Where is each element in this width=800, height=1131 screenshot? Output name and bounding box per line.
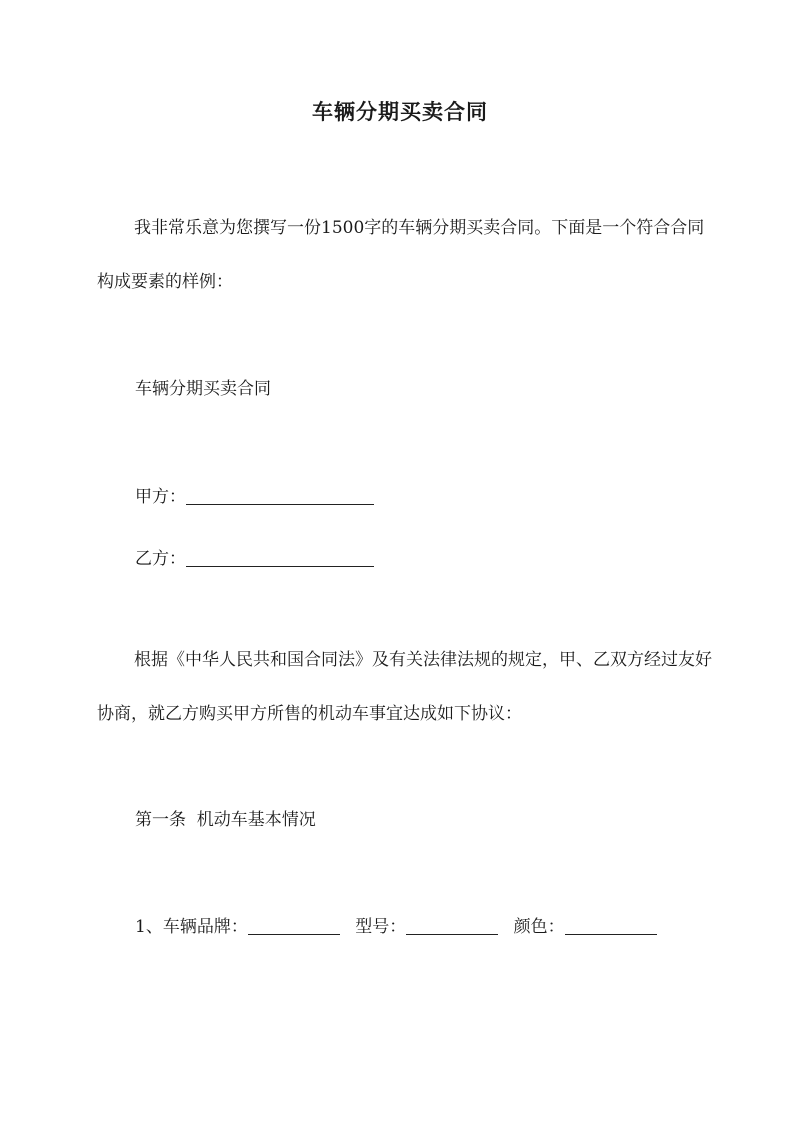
- article-1-heading: 第一条 机动车基本情况: [135, 810, 316, 830]
- preamble-paragraph: 根据《中华人民共和国合同法》及有关法律法规的规定，甲、乙双方经过友好协商，就乙方购买甲方所售的机动车事宜达成如下协议：: [97, 650, 712, 724]
- vehicle-info-line: [135, 912, 657, 937]
- model-label: 型号：: [355, 917, 407, 937]
- party-b-line: [135, 544, 374, 569]
- party-a-blank: [186, 486, 374, 505]
- color-label: 颜色：: [513, 917, 565, 937]
- color-blank: [565, 916, 657, 935]
- intro-paragraph: 我非常乐意为您撰写一份1500字的车辆分期买卖合同。下面是一个符合合同构成要素的样例：: [97, 218, 705, 292]
- model-blank: [406, 916, 498, 935]
- document-title: 车辆分期买卖合同: [312, 99, 488, 124]
- brand-blank: [248, 916, 340, 935]
- party-b-blank: [186, 548, 374, 567]
- contract-heading: 车辆分期买卖合同: [135, 379, 271, 399]
- party-b-label: 乙方：: [135, 549, 186, 569]
- brand-label: 1、车辆品牌：: [135, 917, 248, 937]
- party-a-line: [135, 482, 374, 507]
- party-a-label: 甲方：: [135, 487, 186, 507]
